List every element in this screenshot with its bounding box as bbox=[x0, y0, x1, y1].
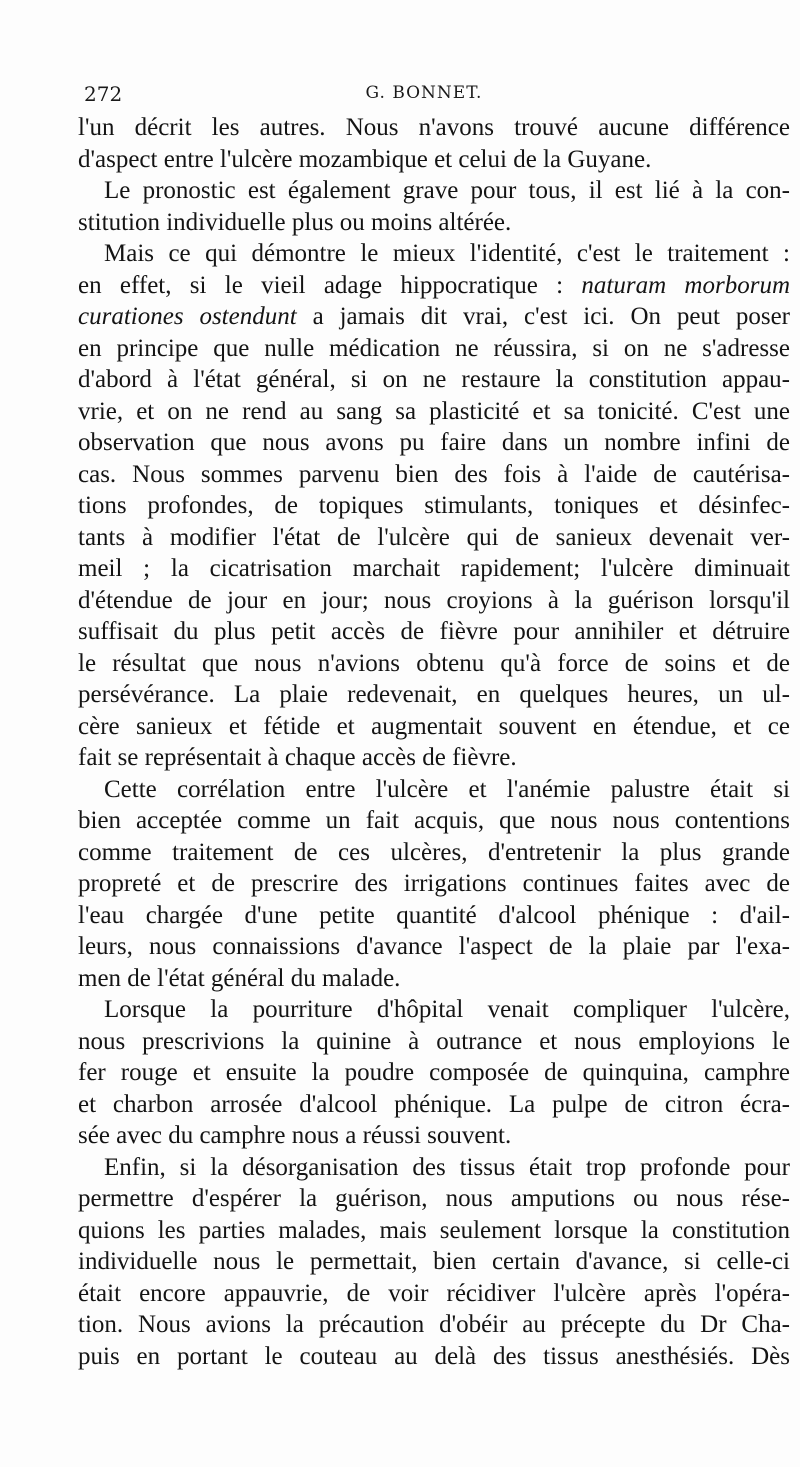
text-line: Cette corrélation entre l'ulcère et l'anémie palustre était si bbox=[104, 775, 790, 803]
text-line: comme traitement de ces ulcères, d'entretenir la plus grande bbox=[78, 838, 790, 866]
text-line: vrie, et on ne rend au sang sa plasticité et sa tonicité. C'est une bbox=[78, 397, 790, 425]
text-line: observation que nous avons pu faire dans un nombre infini de bbox=[78, 429, 790, 456]
text-line: meil ; la cicatrisation marchait rapidement; l'ulcère diminuait bbox=[78, 555, 790, 582]
text-line: suffisait du plus petit accès de fièvre pour annihiler et détruire bbox=[78, 618, 790, 645]
latin-phrase: naturam morborum bbox=[581, 271, 790, 299]
text-line: leurs, nous connaissions d'avance l'aspect de la plaie par l'exa- bbox=[78, 933, 790, 960]
text-line: fer rouge et ensuite la poudre composée de quinquina, camphre bbox=[78, 1059, 790, 1086]
body-text bbox=[78, 112, 790, 1372]
text-line: d'abord à l'état général, si on ne restaure la constitution appau- bbox=[78, 366, 790, 393]
text-line: tion. Nous avions la précaution d'obéir au précepte du Dr Cha- bbox=[78, 1311, 790, 1338]
text-line: nous prescrivions la quinine à outrance et nous employions le bbox=[78, 1027, 790, 1055]
text-line: puis en portant le couteau au delà des tissus anesthésiés. Dès bbox=[78, 1342, 790, 1370]
page-number: 272 bbox=[84, 82, 123, 106]
text-line: permettre d'espérer la guérison, nous amputions ou nous rése- bbox=[78, 1185, 790, 1212]
text-line: tions profondes, de topiques stimulants, toniques et désinfec- bbox=[78, 492, 790, 519]
text-line: tants à modifier l'état de l'ulcère qui de sanieux devenait ver- bbox=[78, 523, 790, 551]
text-line: en effet, si le vieil adage hippocratique : naturam morborum bbox=[78, 271, 790, 299]
text-line: en principe que nulle médication ne réussira, si on ne s'adresse bbox=[78, 334, 790, 362]
text-line: bien acceptée comme un fait acquis, que nous nous contentions bbox=[78, 807, 790, 834]
text-line: stitution individuelle plus ou moins altérée. bbox=[78, 208, 512, 236]
text-line: d'étendue de jour en jour; nous croyions à la guérison lorsqu'il bbox=[78, 586, 790, 614]
text-line: individuelle nous le permettait, bien certain d'avance, si celle-ci bbox=[78, 1248, 790, 1275]
latin-phrase: curationes ostendunt bbox=[78, 303, 297, 330]
text-line: quions les parties malades, mais seulement lorsque la constitution bbox=[78, 1216, 790, 1244]
text-line: men de l'état général du malade. bbox=[78, 964, 401, 992]
text-line: curationes ostendunt a jamais dit vrai, c'est ici. On peut poser bbox=[78, 303, 790, 330]
text-line: Mais ce qui démontre le mieux l'identité, c'est le traitement : bbox=[104, 240, 790, 267]
running-head: G. BONNET. bbox=[365, 83, 483, 103]
text-line: l'eau chargée d'une petite quantité d'alcool phénique : d'ail- bbox=[78, 901, 790, 929]
text-line: propreté et de prescrire des irrigations continues faites avec de bbox=[78, 870, 790, 897]
text-line: sée avec du camphre nous a réussi souvent. bbox=[78, 1122, 512, 1149]
text-line: l'un décrit les autres. Nous n'avons trouvé aucune différence bbox=[78, 114, 790, 141]
text-line: d'aspect entre l'ulcère mozambique et celui de la Guyane. bbox=[78, 145, 652, 173]
page-header bbox=[84, 82, 764, 108]
text-line: cas. Nous sommes parvenu bien des fois à l'aide de cautérisa- bbox=[78, 460, 790, 488]
text-line: et charbon arrosée d'alcool phénique. La pulpe de citron écra- bbox=[78, 1090, 790, 1118]
text-line: le résultat que nous n'avions obtenu qu'à force de soins et de bbox=[78, 649, 790, 677]
text-line: Enfin, si la désorganisation des tissus était trop profonde pour bbox=[104, 1153, 790, 1181]
text-line: persévérance. La plaie redevenait, en quelques heures, un ul- bbox=[78, 681, 790, 708]
text-line: Lorsque la pourriture d'hôpital venait compliquer l'ulcère, bbox=[104, 996, 790, 1023]
text-line: cère sanieux et fétide et augmentait souvent en étendue, et ce bbox=[78, 712, 790, 740]
text-line: fait se représentait à chaque accès de fièvre. bbox=[78, 744, 517, 771]
text-line: Le pronostic est également grave pour tous, il est lié à la con- bbox=[104, 177, 790, 204]
text-line: était encore appauvrie, de voir récidiver l'ulcère après l'opéra- bbox=[78, 1279, 790, 1307]
